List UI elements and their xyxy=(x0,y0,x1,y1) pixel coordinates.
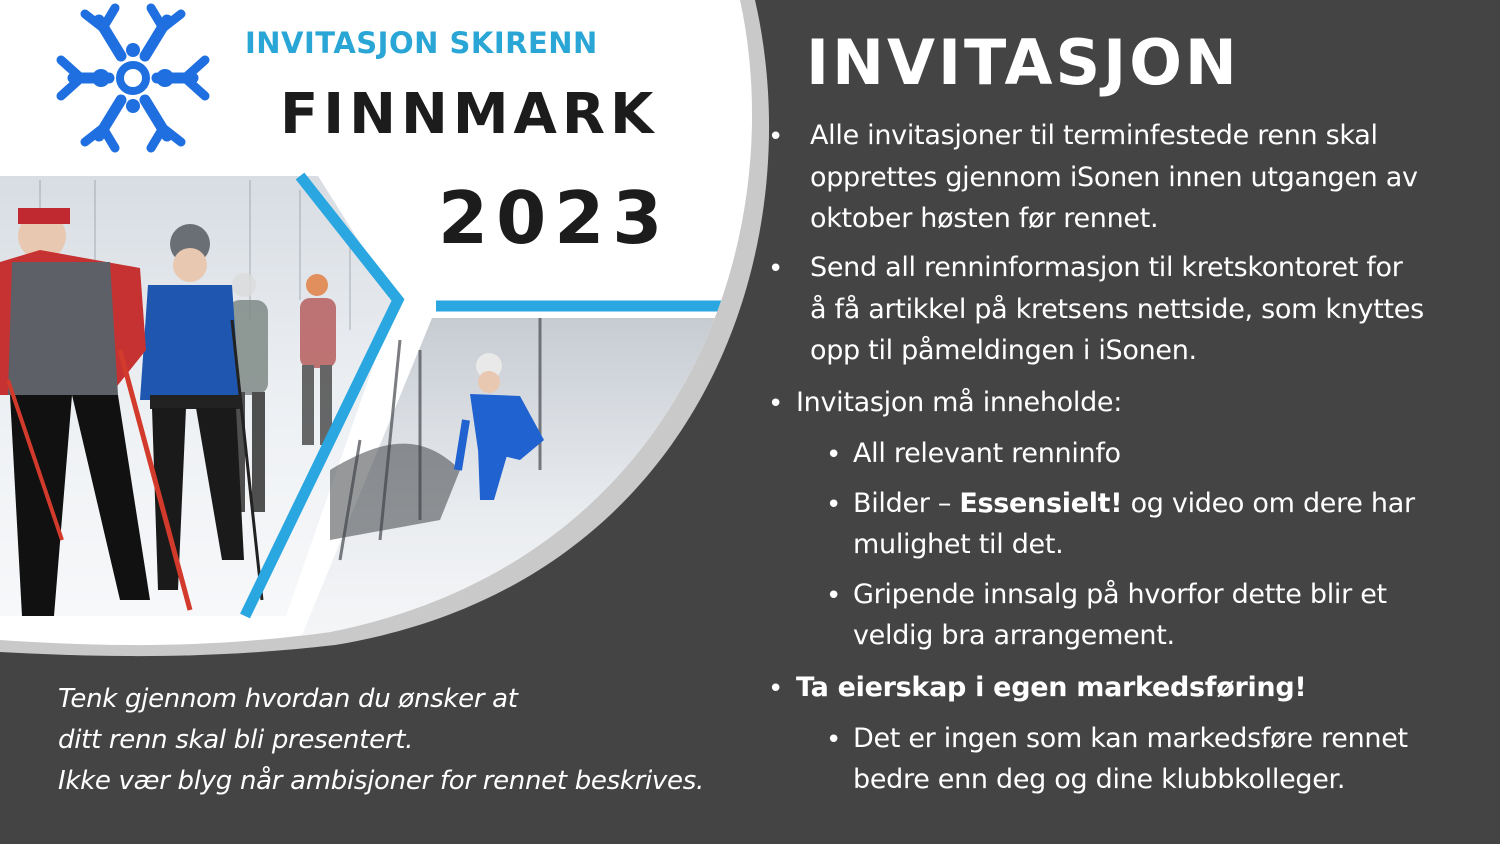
bullet-3b-pre: Bilder – xyxy=(853,488,960,519)
slide-heading: INVITASJON xyxy=(806,26,1240,99)
bullet-marker: • xyxy=(768,122,784,152)
sub-bullet-marker: • xyxy=(826,440,842,470)
tip-line-3: Ikke vær blyg når ambisjoner for rennet beskrives. xyxy=(58,766,704,796)
bullet-marker: • xyxy=(768,674,784,704)
poster-title: FINNMARK xyxy=(280,82,659,147)
bullet-3b-post: og video om dere har xyxy=(1122,488,1415,519)
bullet-3c-line-2: veldig bra arrangement. xyxy=(853,620,1175,651)
bullet-4a-line-2: bedre enn deg og dine klubbkolleger. xyxy=(853,764,1346,795)
bullet-2-line-1: Send all renninformasjon til kretskontoret for xyxy=(810,252,1403,283)
bullet-2-line-3: opp til påmeldingen i iSonen. xyxy=(810,335,1197,366)
bullet-1-line-1: Alle invitasjoner til terminfestede renn skal xyxy=(810,120,1378,151)
bullet-1-line-3: oktober høsten før rennet. xyxy=(810,203,1159,234)
bullet-4a-line-1: Det er ingen som kan markedsføre rennet xyxy=(853,723,1408,754)
bullet-marker: • xyxy=(768,254,784,284)
bullet-3b-line-1 xyxy=(853,488,1415,519)
tip-line-1: Tenk gjennom hvordan du ønsker at xyxy=(58,684,518,714)
bullet-3a: All relevant renninfo xyxy=(853,438,1121,469)
poster-subtitle: INVITASJON SKIRENN xyxy=(245,26,598,60)
bullet-4: Ta eierskap i egen markedsføring! xyxy=(796,672,1307,703)
poster-year: 2023 xyxy=(438,176,671,260)
sub-bullet-marker: • xyxy=(826,581,842,611)
bullet-3: Invitasjon må inneholde: xyxy=(796,387,1123,418)
sub-bullet-marker: • xyxy=(826,490,842,520)
bullet-3b-emphasis: Essensielt! xyxy=(959,488,1123,519)
bullet-marker: • xyxy=(768,389,784,419)
bullet-1-line-2: opprettes gjennom iSonen innen utgangen av xyxy=(810,162,1418,193)
bullet-2-line-2: å få artikkel på kretsens nettside, som knyttes xyxy=(810,294,1424,325)
bullet-3b-line-2: mulighet til det. xyxy=(853,529,1064,560)
sub-bullet-marker: • xyxy=(826,725,842,755)
bullet-3c-line-1: Gripende innsalg på hvorfor dette blir et xyxy=(853,579,1387,610)
tip-line-2: ditt renn skal bli presentert. xyxy=(58,725,414,755)
